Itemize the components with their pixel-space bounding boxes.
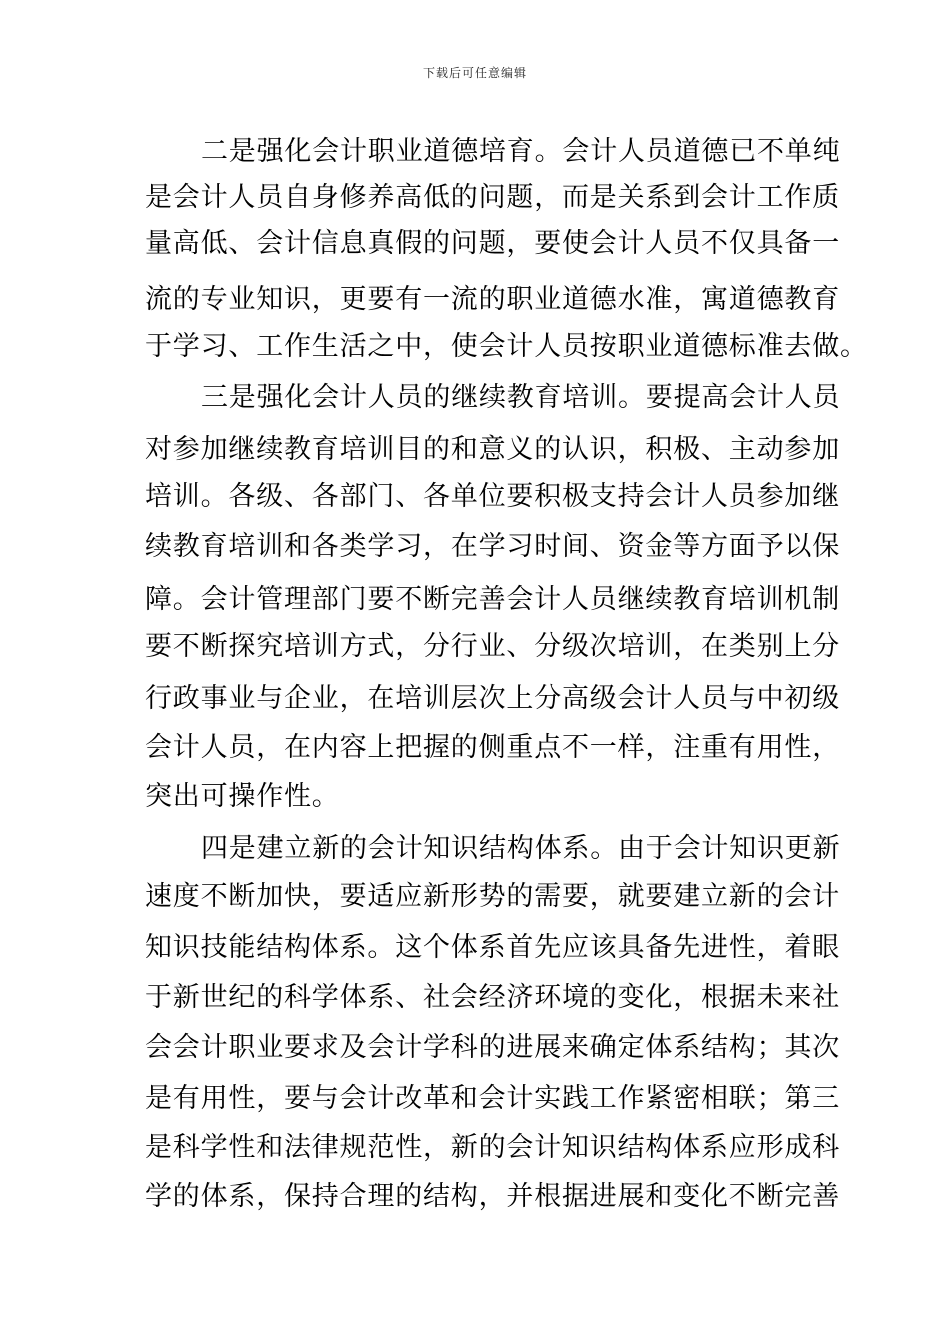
paragraph-2-line-5: 障。会计管理部门要不断完善会计人员继续教育培训机制	[145, 584, 840, 615]
page-header: 下载后可任意编辑	[422, 66, 527, 80]
paragraph-3-line-5: 会会计职业要求及会计学科的进展来确定体系结构；其次	[145, 1032, 840, 1063]
paragraph-2-line-6: 要不断探究培训方式，分行业、分级次培训，在类别上分	[145, 631, 840, 662]
paragraph-3-line-1: 四是建立新的会计知识结构体系。由于会计知识更新	[201, 833, 841, 864]
paragraph-2-line-7: 行政事业与企业，在培训层次上分高级会计人员与中初级	[145, 683, 840, 714]
paragraph-1-line-4: 流的专业知识，更要有一流的职业道德水准，寓道德教育	[145, 284, 840, 315]
paragraph-1-line-3: 量高低、会计信息真假的问题，要使会计人员不仅具备一	[145, 228, 840, 259]
paragraph-1-line-5: 于学习、工作生活之中，使会计人员按职业道德标准去做。	[145, 331, 868, 362]
paragraph-3-line-4: 于新世纪的科学体系、社会经济环境的变化，根据未来社	[145, 982, 840, 1013]
paragraph-2-line-4: 续教育培训和各类学习，在学习时间、资金等方面予以保	[145, 531, 840, 562]
paragraph-2-line-8: 会计人员，在内容上把握的侧重点不一样，注重有用性，	[145, 732, 840, 763]
paragraph-3-line-3: 知识技能结构体系。这个体系首先应该具备先进性，着眼	[145, 932, 840, 963]
paragraph-3-line-2: 速度不断加快，要适应新形势的需要，就要建立新的会计	[145, 881, 840, 912]
paragraph-2-line-2: 对参加继续教育培训目的和意义的认识，积极、主动参加	[145, 434, 840, 465]
paragraph-2-line-9: 突出可操作性。	[145, 781, 340, 812]
paragraph-3-line-7: 是科学性和法律规范性，新的会计知识结构体系应形成科	[145, 1132, 840, 1163]
paragraph-1-line-2: 是会计人员自身修养高低的问题，而是关系到会计工作质	[145, 182, 840, 213]
paragraph-1-line-1: 二是强化会计职业道德培育。会计人员道德已不单纯	[201, 136, 841, 167]
paragraph-3-line-6: 是有用性，要与会计改革和会计实践工作紧密相联；第三	[145, 1083, 840, 1114]
paragraph-2-line-1: 三是强化会计人员的继续教育培训。要提高会计人员	[201, 382, 841, 413]
paragraph-2-line-3: 培训。各级、各部门、各单位要积极支持会计人员参加继	[145, 481, 840, 512]
paragraph-3-line-8: 学的体系，保持合理的结构，并根据进展和变化不断完善	[145, 1181, 840, 1212]
